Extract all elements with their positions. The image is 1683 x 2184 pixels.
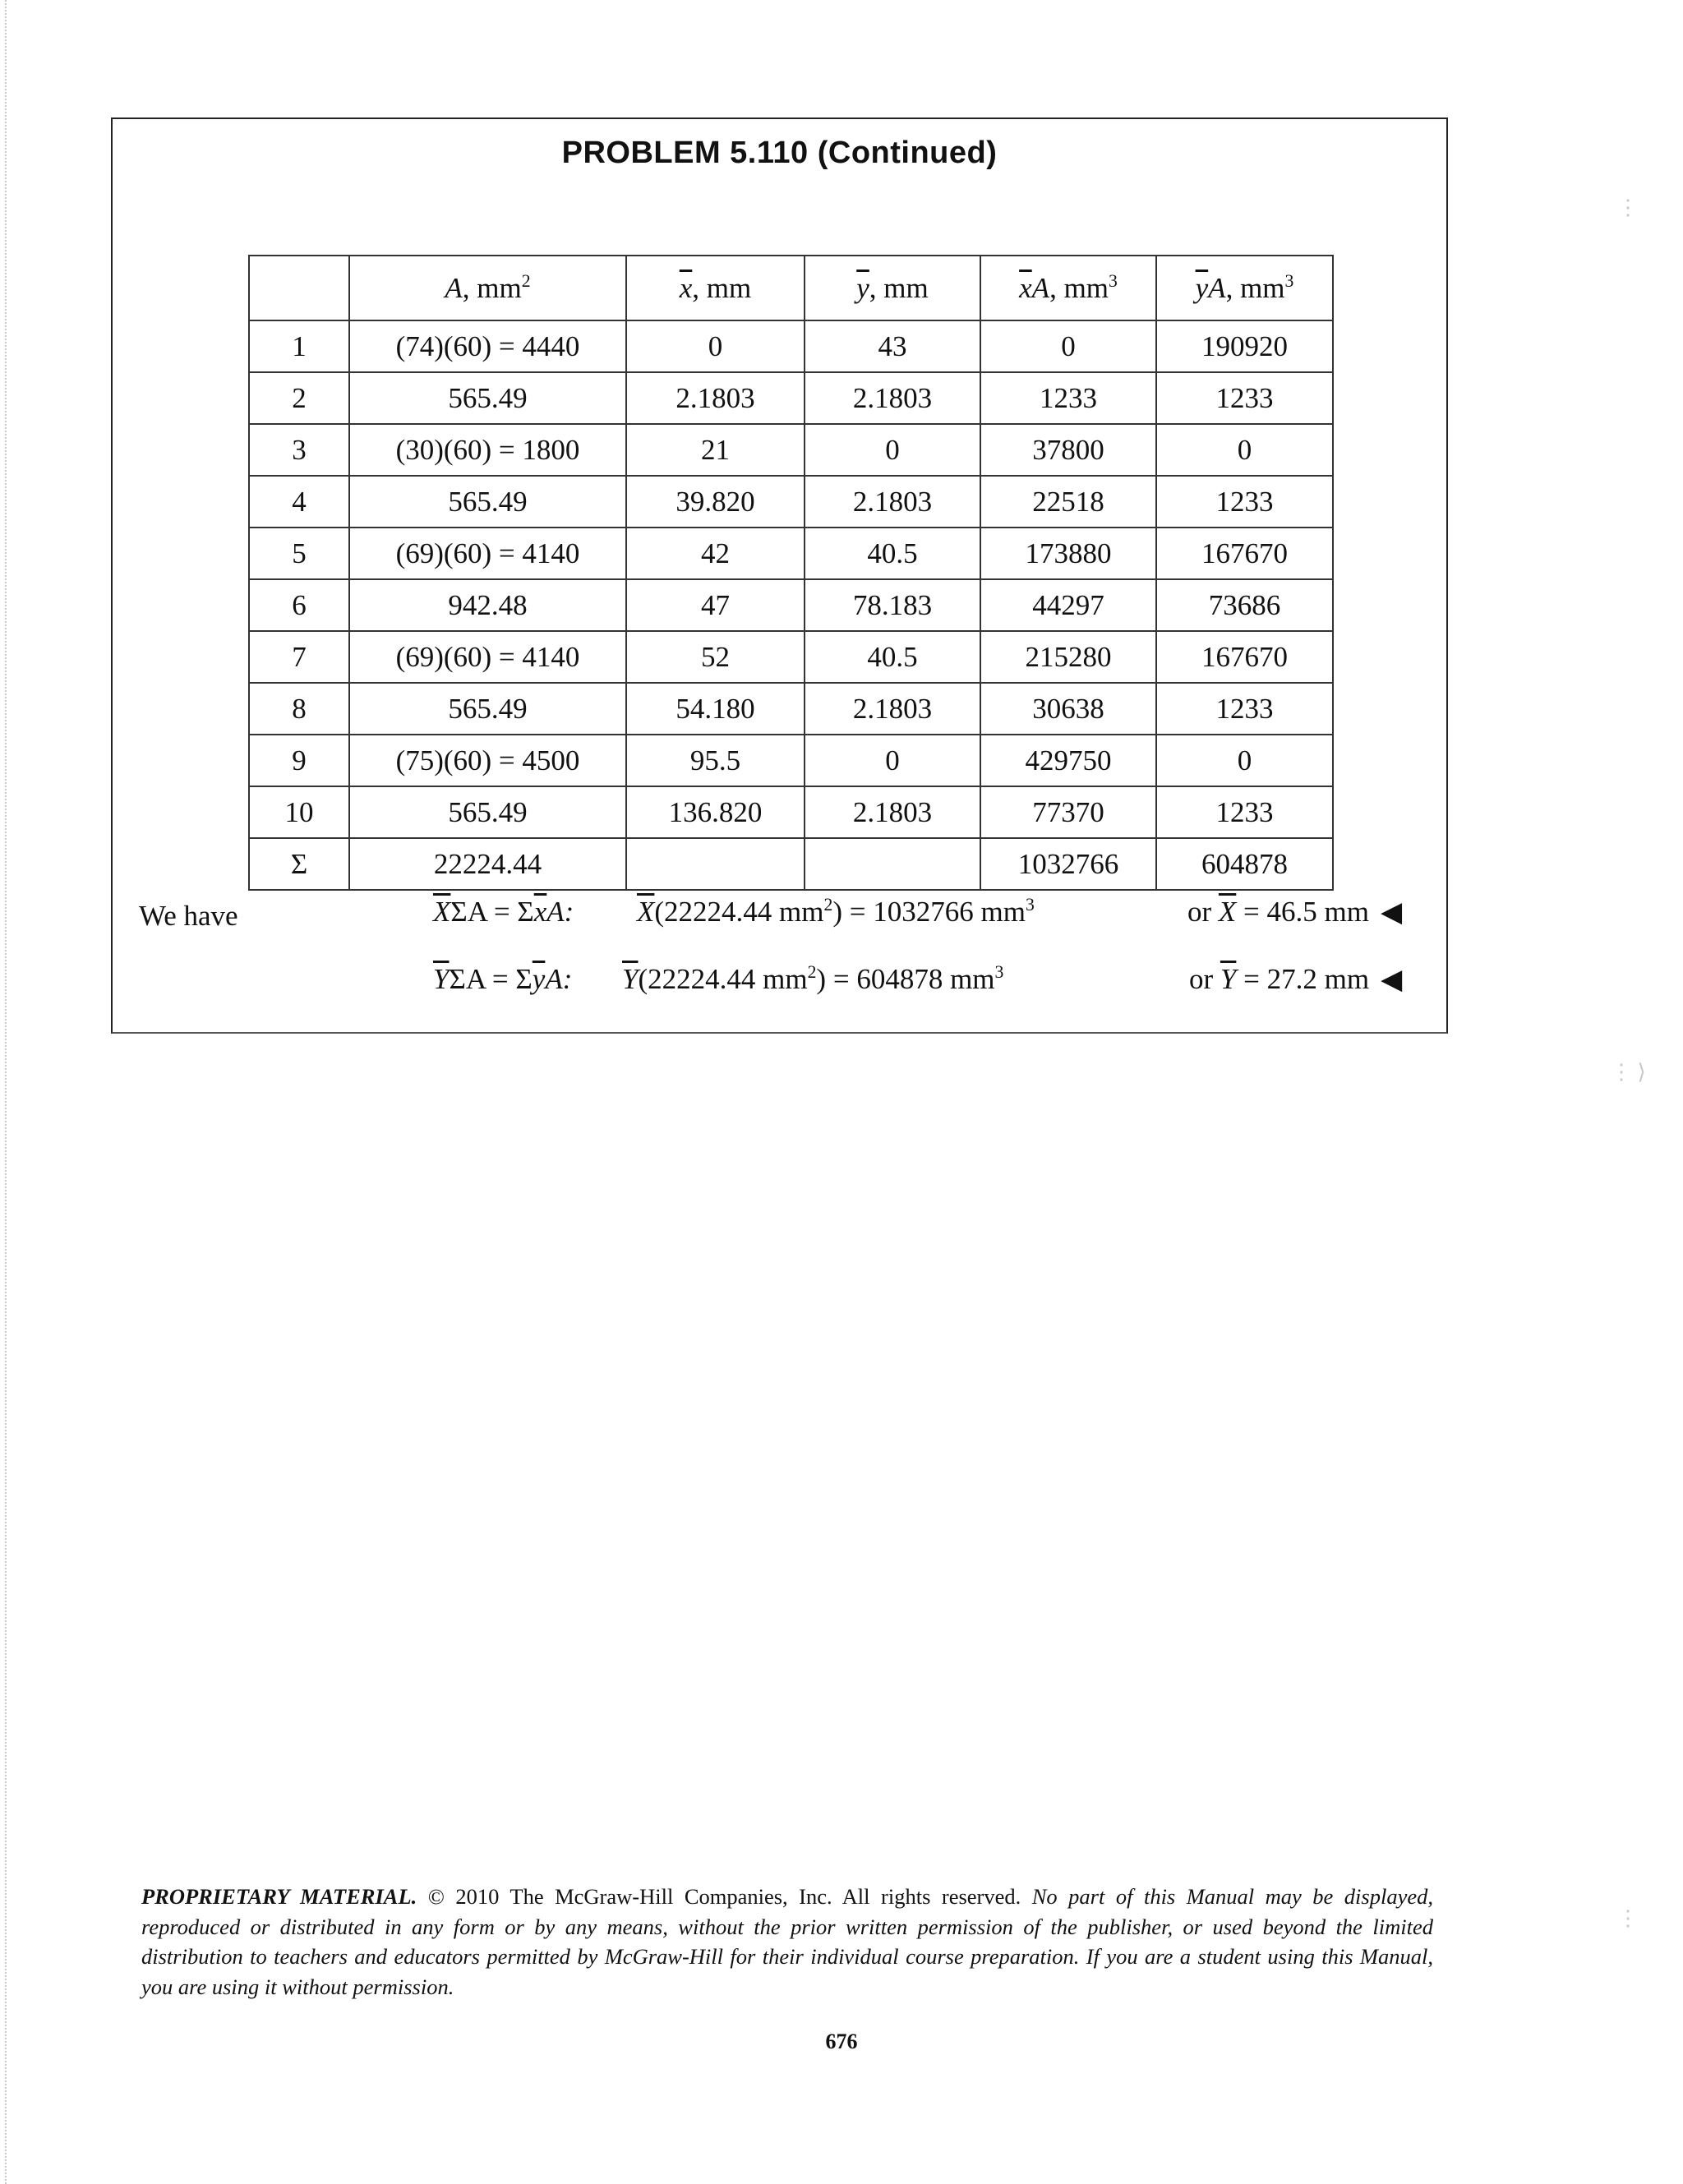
table-cell: 173880 <box>980 528 1156 579</box>
table-cell: 0 <box>805 424 980 476</box>
table-cell: 1 <box>249 320 349 372</box>
table-cell: Σ <box>249 838 349 890</box>
table-cell: 95.5 <box>626 735 805 786</box>
table-cell: 4 <box>249 476 349 528</box>
table-cell: 604878 <box>1156 838 1333 890</box>
table-header-ybar-a: $\overline{y}A$, $mm^3$ <box>1156 256 1333 320</box>
scan-mark: ⋮ <box>1617 1906 1639 1930</box>
table-cell: 40.5 <box>805 631 980 683</box>
table-cell: 43 <box>805 320 980 372</box>
table-cell: 215280 <box>980 631 1156 683</box>
scan-mark: ⋮ <box>1617 196 1639 219</box>
table-cell <box>626 838 805 890</box>
table-cell: 21 <box>626 424 805 476</box>
table-cell: (74)(60) = 4440 <box>349 320 626 372</box>
scan-mark: ⋮ ⟩ <box>1611 1060 1646 1084</box>
table-row <box>249 838 1333 890</box>
we-have-label: We have <box>139 900 238 932</box>
table-cell: 8 <box>249 683 349 735</box>
table-cell: 0 <box>1156 735 1333 786</box>
table-cell: 30638 <box>980 683 1156 735</box>
table-cell: 77370 <box>980 786 1156 838</box>
equation-y-relation: $\overline{Y}\Sigma A = \Sigma\overline{y}A$: <box>433 963 573 995</box>
problem-frame <box>111 117 1448 1034</box>
table-cell: 6 <box>249 579 349 631</box>
table-cell: 167670 <box>1156 631 1333 683</box>
table-cell: 0 <box>626 320 805 372</box>
table-cell: 1233 <box>1156 476 1333 528</box>
table-cell: 22224.44 <box>349 838 626 890</box>
table-cell: 10 <box>249 786 349 838</box>
table-cell: 565.49 <box>349 372 626 424</box>
copyright-footer: PROPRIETARY MATERIAL. © 2010 The McGraw-Hill Companies, Inc. All rights reserved. No part of this Manual may be displayed, reproduced or distributed in any form or by any means, without the prior written permission of the publisher, or used beyond the limited distribution to teachers and educators permitted by McGraw-Hill for their individual course preparation. If you are a student using this Manual, you are using it without permission. <box>141 1884 1433 1999</box>
table-cell: 39.820 <box>626 476 805 528</box>
table-cell: 52 <box>626 631 805 683</box>
table-cell: 2.1803 <box>805 476 980 528</box>
table-cell: 565.49 <box>349 786 626 838</box>
table-cell: 9 <box>249 735 349 786</box>
table-cell: 44297 <box>980 579 1156 631</box>
table-row <box>249 320 1333 372</box>
table-cell: 942.48 <box>349 579 626 631</box>
table-cell: 167670 <box>1156 528 1333 579</box>
result-y: or $\overline{Y} = 27.2$ mm ◀ <box>1189 963 1403 995</box>
table-cell: 1233 <box>1156 786 1333 838</box>
table-cell: 78.183 <box>805 579 980 631</box>
table-header-row <box>249 256 1333 320</box>
table-cell: 1233 <box>1156 372 1333 424</box>
table-cell: 1233 <box>980 372 1156 424</box>
table-row <box>249 528 1333 579</box>
answer-marker-icon: ◀ <box>1380 897 1403 928</box>
table-cell: 136.820 <box>626 786 805 838</box>
table-cell: 0 <box>980 320 1156 372</box>
table-row <box>249 683 1333 735</box>
table-cell: (30)(60) = 1800 <box>349 424 626 476</box>
table-cell: 47 <box>626 579 805 631</box>
table-cell: 7 <box>249 631 349 683</box>
table-cell: 22518 <box>980 476 1156 528</box>
table-cell: 73686 <box>1156 579 1333 631</box>
table-row <box>249 372 1333 424</box>
table-cell: 2.1803 <box>626 372 805 424</box>
table-header-index <box>249 256 349 320</box>
equation-x-relation: $\overline{X}\Sigma A = \Sigma\overline{x}A$: <box>433 896 574 928</box>
table-cell: 42 <box>626 528 805 579</box>
table-cell: 1233 <box>1156 683 1333 735</box>
table-cell: 37800 <box>980 424 1156 476</box>
table-cell <box>805 838 980 890</box>
table-row <box>249 786 1333 838</box>
table-cell: 190920 <box>1156 320 1333 372</box>
table-header-ybar: $\overline{y}$, mm <box>805 256 980 320</box>
table-cell: 0 <box>1156 424 1333 476</box>
table-cell: 1032766 <box>980 838 1156 890</box>
table-row <box>249 735 1333 786</box>
table-cell: 54.180 <box>626 683 805 735</box>
page-title: PROBLEM 5.110 (Continued) <box>561 136 998 170</box>
table-header-xbar: $\overline{x}$, mm <box>626 256 805 320</box>
answer-marker-icon: ◀ <box>1381 965 1403 995</box>
table-cell: 3 <box>249 424 349 476</box>
table-cell: 2 <box>249 372 349 424</box>
equation-y-value: $\overline{Y}(22224.44$ $mm^2) = 604878$ $mm^3$ <box>622 961 1004 995</box>
table-body <box>249 320 1333 890</box>
table-cell: (69)(60) = 4140 <box>349 528 626 579</box>
centroid-table <box>248 255 1334 891</box>
table-header-area: A, $mm^2$ <box>349 256 626 320</box>
table-row <box>249 579 1333 631</box>
table-cell: 565.49 <box>349 683 626 735</box>
table-cell: 2.1803 <box>805 372 980 424</box>
table-cell: 2.1803 <box>805 786 980 838</box>
table-cell: (75)(60) = 4500 <box>349 735 626 786</box>
page-number: 676 <box>825 2030 858 2053</box>
table-row <box>249 631 1333 683</box>
table-row <box>249 476 1333 528</box>
scan-edge <box>5 0 7 2184</box>
table-cell: 429750 <box>980 735 1156 786</box>
result-x: or $\overline{X} = 46.5$ mm ◀ <box>1187 896 1403 928</box>
table-cell: 2.1803 <box>805 683 980 735</box>
table-cell: 5 <box>249 528 349 579</box>
table-cell: 40.5 <box>805 528 980 579</box>
table-header-xbar-a: $\overline{x}A$, $mm^3$ <box>980 256 1156 320</box>
equation-x-value: $\overline{X}(22224.44$ $mm^2) = 1032766$ $mm^3$ <box>637 894 1035 928</box>
table-cell: 565.49 <box>349 476 626 528</box>
table-cell: 0 <box>805 735 980 786</box>
table-row <box>249 424 1333 476</box>
table-cell: (69)(60) = 4140 <box>349 631 626 683</box>
